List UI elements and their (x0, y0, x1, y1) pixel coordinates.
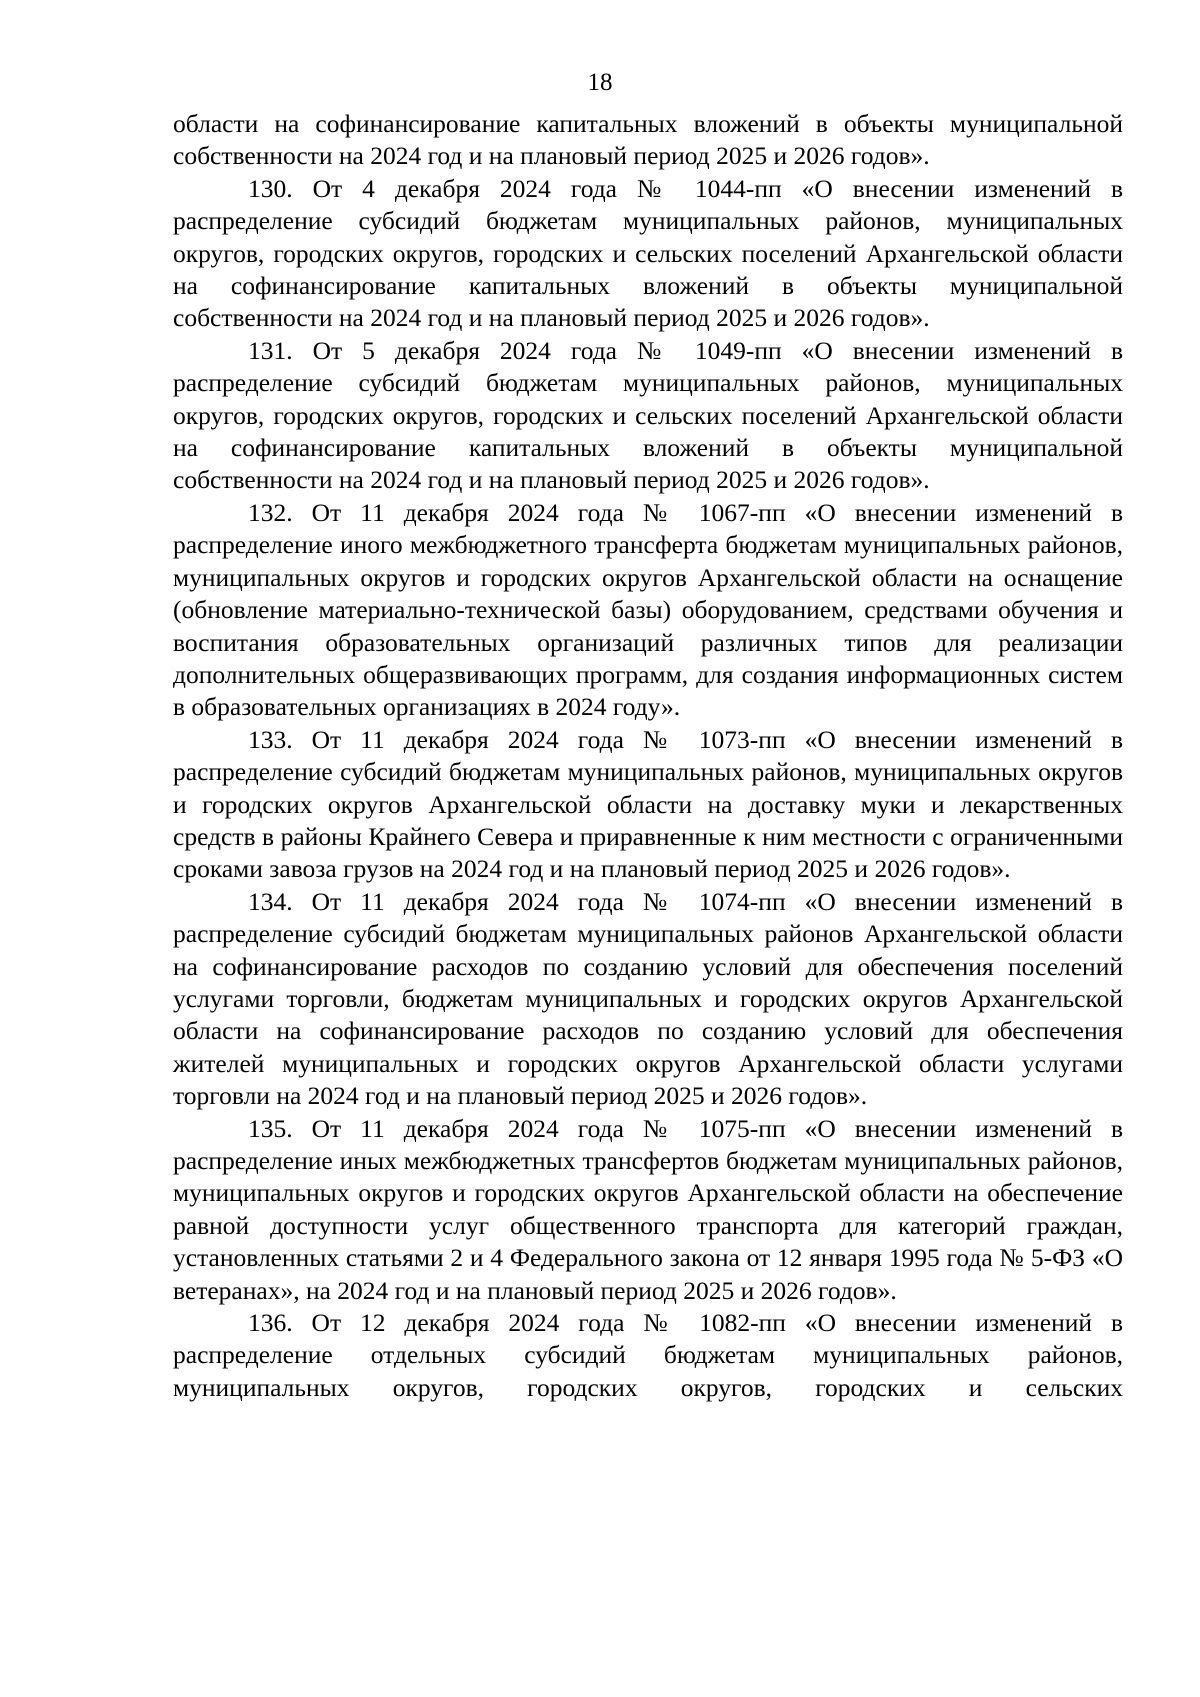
list-item-136: 136. От 12 декабря 2024 года № 1082-пп «О внесении изменений в распределение отдельных субсидий бюджетам муниципальных районов, муниципальных округов, городских округов, городских и сельских (173, 1308, 1123, 1402)
list-item-132: 132. От 11 декабря 2024 года № 1067-пп «О внесении изменений в распределение иного межбюджетного трансферта бюджетам муниципальных районов, муниципальных округов и городских округов Архангельской области на оснащение (обновление материально-технической базы) оборудованием, средствами обучения и воспитания образовательных организаций различных типов для реализации дополнительных общеразвивающих программ, для создания информационных систем в образовательных организациях в 2024 году». (173, 497, 1123, 722)
list-item-130: 130. От 4 декабря 2024 года № 1044-пп «О внесении изменений в распределение субсидий бюджетам муниципальных районов, муниципальных округов, городских округов, городских и сельских поселений Архангельской области на софинансирование капитальных вложений в объекты муниципальной собственности на 2024 год и на плановый период 2025 и 2026 годов». (173, 173, 1123, 333)
list-item-134: 134. От 11 декабря 2024 года № 1074-пп «О внесении изменений в распределение субсидий бюджетам муниципальных районов Архангельской области на софинансирование расходов по созданию условий для обеспечения поселений услугами торговли, бюджетам муниципальных и городских округов Архангельской области на софинансирование расходов по созданию условий для обеспечения жителей муниципальных и городских округов Архангельской области услугами торговли на 2024 год и на плановый период 2025 и 2026 годов». (173, 886, 1123, 1111)
list-item-131: 131. От 5 декабря 2024 года № 1049-пп «О внесении изменений в распределение субсидий бюджетам муниципальных районов, муниципальных округов, городских округов, городских и сельских поселений Архангельской области на софинансирование капитальных вложений в объекты муниципальной собственности на 2024 год и на плановый период 2025 и 2026 годов». (173, 335, 1123, 495)
paragraph-continuation: области на софинансирование капитальных вложений в объекты муниципальной собственности на 2024 год и на плановый период 2025 и 2026 годов». (173, 109, 1123, 171)
list-item-133: 133. От 11 декабря 2024 года № 1073-пп «О внесении изменений в распределение субсидий бюджетам муниципальных районов, муниципальных округов и городских округов Архангельской области на доставку муки и лекарственных средств в районы Крайнего Севера и приравненные к ним местности с ограниченными сроками завоза грузов на 2024 год и на плановый период 2025 и 2026 годов». (173, 724, 1123, 884)
document-body (173, 108, 1123, 1404)
page-number: 18 (587, 69, 613, 96)
list-item-135: 135. От 11 декабря 2024 года № 1075-пп «О внесении изменений в распределение иных межбюджетных трансфертов бюджетам муниципальных районов, муниципальных округов и городских округов Архангельской области на обеспечение равной доступности услуг общественного транспорта для категорий граждан, установленных статьями 2 и 4 Федерального закона от 12 января 1995 года № 5-ФЗ «О ветеранах», на 2024 год и на плановый период 2025 и 2026 годов». (173, 1113, 1123, 1305)
